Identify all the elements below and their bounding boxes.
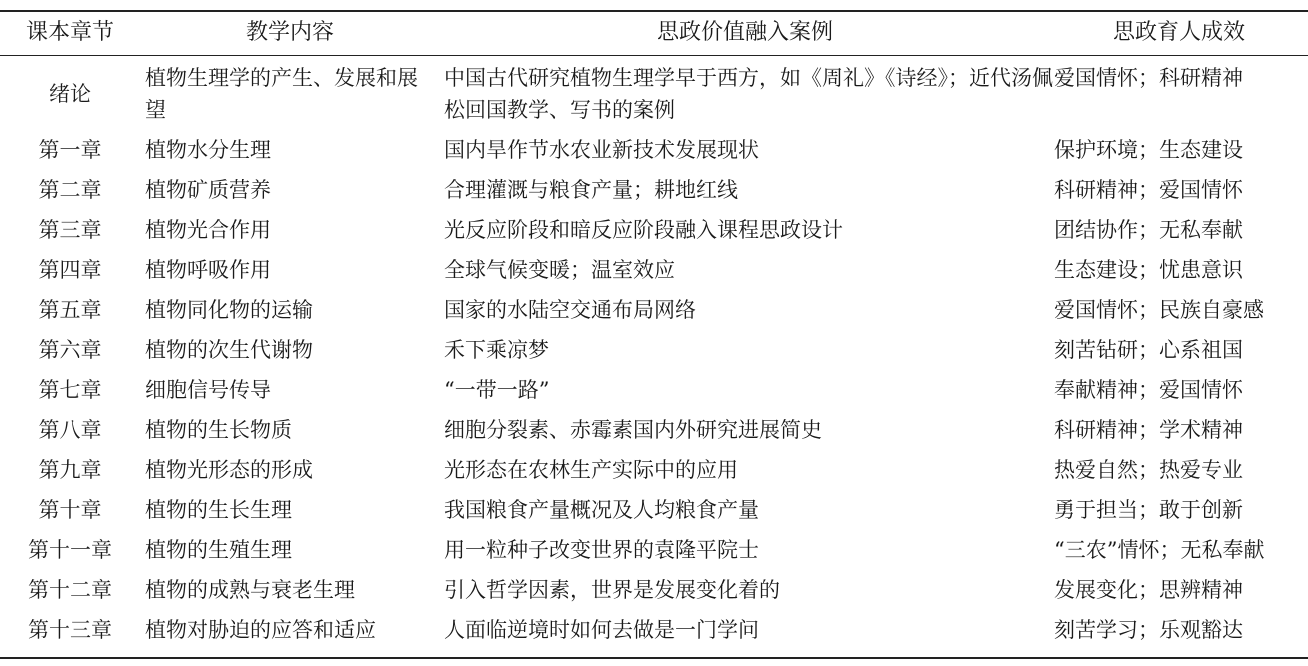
cell-result: 刻苦钻研；心系祖国 <box>1054 338 1243 362</box>
cell-chapter: 第五章 <box>38 298 102 322</box>
cell-result: 刻苦学习；乐观豁达 <box>1054 618 1243 642</box>
cell-result: 保护环境；生态建设 <box>1054 138 1243 162</box>
cell-result: 发展变化；思辨精神 <box>1054 578 1243 602</box>
cell-content: 植物同化物的运输 <box>145 298 313 322</box>
cell-result: 勇于担当；敢于创新 <box>1054 498 1243 522</box>
table-row <box>0 610 1308 650</box>
cell-case: 中国古代研究植物生理学早于西方，如《周礼》《诗经》；近代汤佩松回国教学、写书的案例 <box>444 66 1053 122</box>
table-header-rule <box>0 55 1308 56</box>
table-body <box>0 58 1308 650</box>
cell-content: 植物矿质营养 <box>145 178 271 202</box>
cell-chapter: 第七章 <box>38 378 102 402</box>
header-chapter: 课本章节 <box>25 20 114 45</box>
cell-content: 植物生理学的产生、发展和展望 <box>145 66 418 122</box>
table-row <box>0 490 1308 530</box>
cell-case: 细胞分裂素、赤霉素国内外研究进展简史 <box>444 418 822 442</box>
table-row <box>0 330 1308 370</box>
cell-case: “一带一路” <box>444 378 550 402</box>
table-bottom-rule <box>0 657 1308 659</box>
cell-result: 爱国情怀；民族自豪感 <box>1054 298 1264 322</box>
cell-chapter: 绪论 <box>49 82 91 106</box>
cell-result: “三农”情怀；无私奉献 <box>1054 538 1265 562</box>
cell-content: 植物对胁迫的应答和适应 <box>145 618 376 642</box>
table-row <box>0 250 1308 290</box>
table-top-rule <box>0 10 1308 12</box>
cell-case: 国家的水陆空交通布局网络 <box>444 298 696 322</box>
cell-result: 生态建设；忧患意识 <box>1054 258 1243 282</box>
cell-result: 科研精神；爱国情怀 <box>1054 178 1243 202</box>
table-row <box>0 290 1308 330</box>
table-row <box>0 530 1308 570</box>
table-row <box>0 370 1308 410</box>
cell-content: 植物的次生代谢物 <box>145 338 313 362</box>
table-row <box>0 570 1308 610</box>
cell-result: 团结协作；无私奉献 <box>1054 218 1243 242</box>
cell-case: 合理灌溉与粮食产量；耕地红线 <box>444 178 738 202</box>
table-row <box>0 170 1308 210</box>
header-case: 思政价值融入案例 <box>656 20 833 45</box>
cell-case: 我国粮食产量概况及人均粮食产量 <box>444 498 759 522</box>
cell-chapter: 第十三章 <box>28 618 112 642</box>
table-row <box>0 130 1308 170</box>
cell-case: 光反应阶段和暗反应阶段融入课程思政设计 <box>444 218 843 242</box>
cell-chapter: 第八章 <box>38 418 102 442</box>
cell-chapter: 第六章 <box>38 338 102 362</box>
table-row <box>0 58 1308 130</box>
table-row <box>0 450 1308 490</box>
cell-chapter: 第十章 <box>38 498 102 522</box>
cell-chapter: 第三章 <box>38 218 102 242</box>
cell-result: 科研精神；学术精神 <box>1054 418 1243 442</box>
cell-result: 爱国情怀；科研精神 <box>1054 66 1243 90</box>
cell-content: 植物光形态的形成 <box>145 458 313 482</box>
cell-content: 植物的成熟与衰老生理 <box>145 578 355 602</box>
cell-case: 引入哲学因素，世界是发展变化着的 <box>444 578 780 602</box>
cell-result: 热爱自然；热爱专业 <box>1054 458 1243 482</box>
header-content: 教学内容 <box>245 20 334 45</box>
cell-chapter: 第九章 <box>38 458 102 482</box>
cell-case: 国内旱作节水农业新技术发展现状 <box>444 138 759 162</box>
cell-case: 禾下乘凉梦 <box>444 338 549 362</box>
cell-content: 植物呼吸作用 <box>145 258 271 282</box>
cell-case: 用一粒种子改变世界的袁隆平院士 <box>444 538 759 562</box>
cell-chapter: 第二章 <box>38 178 102 202</box>
cell-result: 奉献精神；爱国情怀 <box>1054 378 1243 402</box>
cell-content: 植物的生长物质 <box>145 418 292 442</box>
header-result: 思政育人成效 <box>1112 20 1245 45</box>
table-row <box>0 210 1308 250</box>
cell-content: 植物的生殖生理 <box>145 538 292 562</box>
cell-chapter: 第四章 <box>38 258 102 282</box>
cell-chapter: 第十二章 <box>28 578 112 602</box>
cell-case: 光形态在农林生产实际中的应用 <box>444 458 738 482</box>
cell-content: 细胞信号传导 <box>145 378 271 402</box>
cell-case: 人面临逆境时如何去做是一门学问 <box>444 618 759 642</box>
cell-content: 植物光合作用 <box>145 218 271 242</box>
cell-chapter: 第十一章 <box>28 538 112 562</box>
table-row <box>0 410 1308 450</box>
cell-content: 植物的生长生理 <box>145 498 292 522</box>
cell-content: 植物水分生理 <box>145 138 271 162</box>
cell-chapter: 第一章 <box>38 138 102 162</box>
cell-case: 全球气候变暖；温室效应 <box>444 258 675 282</box>
